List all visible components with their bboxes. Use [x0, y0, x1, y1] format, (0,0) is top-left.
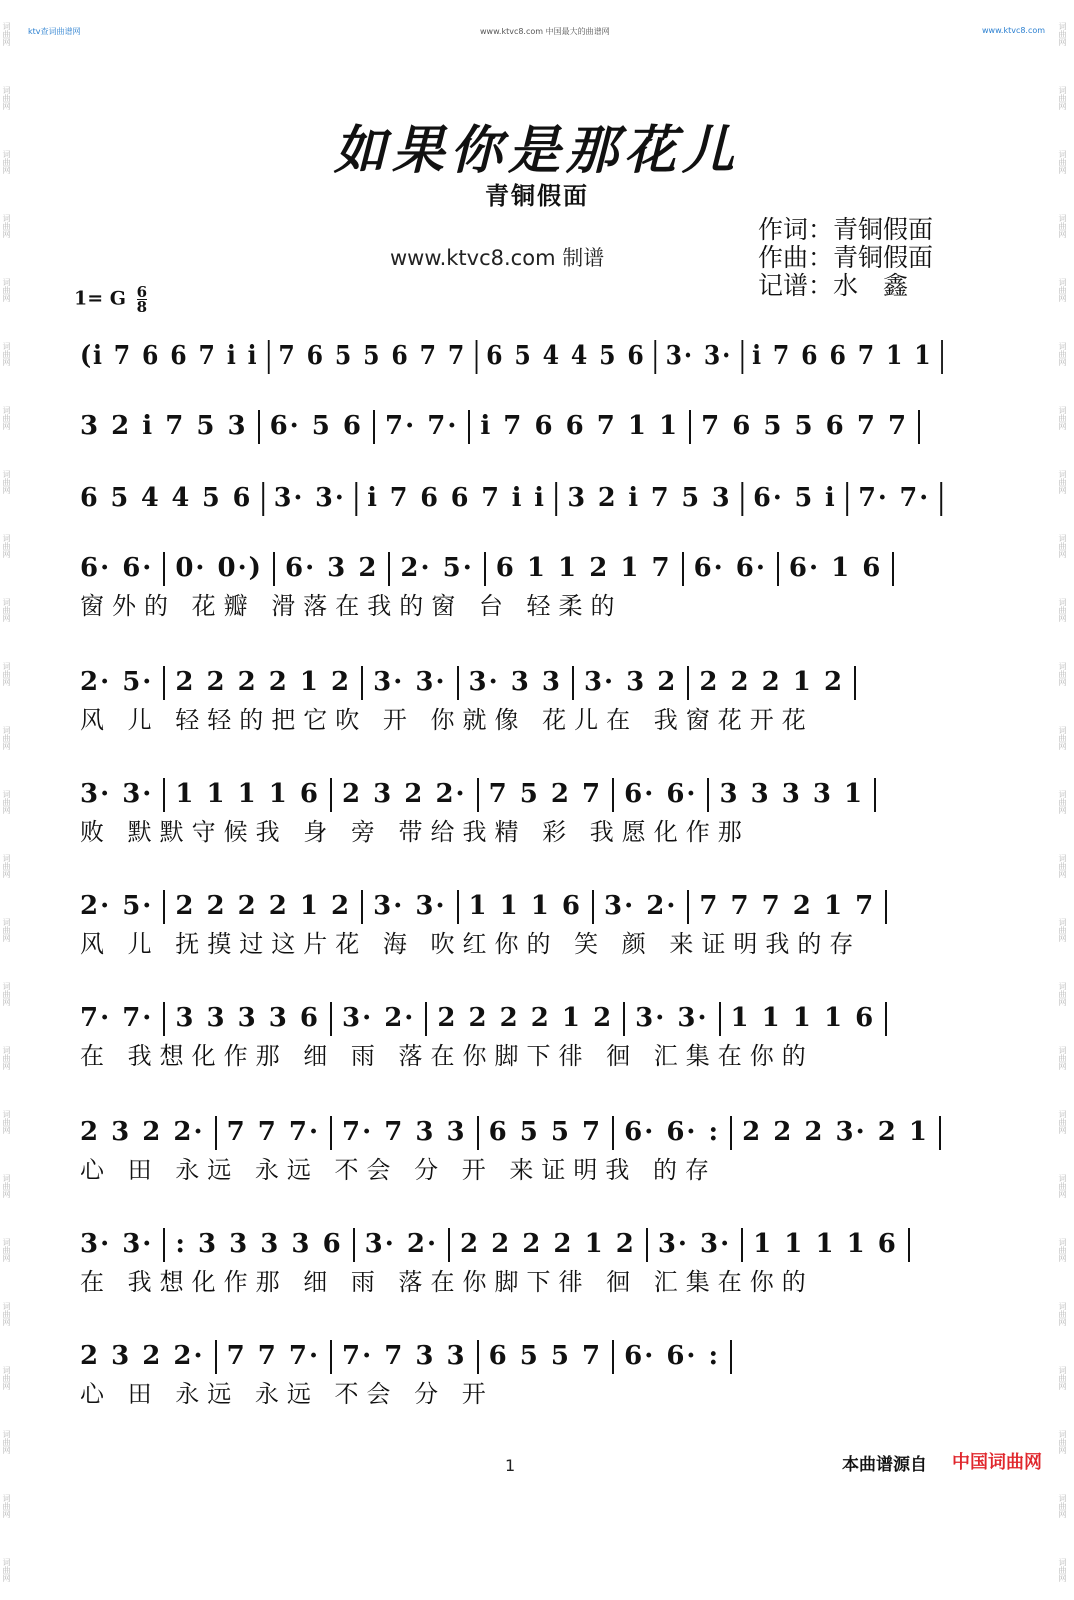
barline	[163, 890, 165, 924]
barline	[163, 1002, 165, 1036]
barline	[163, 1228, 165, 1262]
barline	[682, 552, 684, 586]
song-title: 如果你是那花儿	[333, 120, 740, 181]
barline	[477, 1116, 479, 1150]
measure: 7· 7·	[80, 1003, 154, 1033]
measure: 3 3 3 3 6	[175, 1003, 321, 1033]
watermark-glyphs: 词曲网	[2, 1366, 11, 1390]
barline	[730, 1340, 732, 1374]
barline	[689, 410, 691, 444]
page-number: 1	[505, 1456, 516, 1475]
measure: 3· 2·	[604, 891, 678, 921]
measure: 7· 7·	[385, 411, 459, 441]
measure: 1 1 1 1 6	[175, 779, 321, 809]
barline	[885, 1002, 887, 1036]
watermark-glyphs: 词曲网	[2, 1110, 11, 1134]
source-site-link[interactable]: 中国词曲网	[952, 1452, 1042, 1473]
barline	[330, 1002, 332, 1036]
barline	[646, 1228, 648, 1262]
measure: 7 5 2 7	[488, 779, 603, 809]
score-system	[80, 1224, 952, 1300]
barline	[612, 1116, 614, 1150]
watermark-glyphs: 词曲网	[1058, 150, 1067, 174]
watermark-glyphs: 词曲网	[2, 790, 11, 814]
barline	[655, 340, 657, 374]
measure: 2 2 2 2 1 2	[175, 667, 352, 697]
measure: i 7 6 6 7 1 1	[480, 411, 680, 441]
barline	[854, 666, 856, 700]
barline	[163, 666, 165, 700]
watermark-glyphs: 词曲网	[2, 86, 11, 110]
watermark-glyphs: 词曲网	[2, 598, 11, 622]
measure: 7 6 5 5 6 7 7	[278, 341, 467, 371]
barline	[468, 410, 470, 444]
barline	[846, 482, 848, 516]
watermark-glyphs: 词曲网	[2, 214, 11, 238]
notation-line	[80, 774, 952, 814]
lyrics-line: 在 我想化作那 细 雨 落在你脚下徘 徊 汇集在你的	[80, 1042, 814, 1070]
header-right-watermark: www.ktvc8.com	[982, 26, 1046, 35]
score-system	[80, 478, 952, 518]
lyrics-line: 窗外的 花瓣 滑落在我的窗 台 轻柔的	[80, 592, 623, 620]
score-system	[80, 662, 952, 738]
notation-line	[80, 478, 934, 518]
watermark-glyphs: 词曲网	[1058, 662, 1067, 686]
score-system	[80, 774, 952, 850]
notation-line	[80, 662, 952, 702]
measure: 2 2 2 2 1 2	[437, 1003, 614, 1033]
watermark-glyphs: 词曲网	[2, 470, 11, 494]
watermark-glyphs: 词曲网	[1058, 598, 1067, 622]
barline	[741, 482, 743, 516]
watermark-glyphs: 词曲网	[2, 1430, 11, 1454]
measure: 7 6 5 5 6 7 7	[701, 411, 909, 441]
barline	[942, 340, 944, 374]
notation-line	[80, 1336, 952, 1376]
watermark-glyphs: 词曲网	[1058, 278, 1067, 302]
lyrics-line: 心 田 永远 永远 不会 分 开 来证明我 的存	[80, 1156, 718, 1184]
measure: 6 1 1 2 1 7	[495, 553, 672, 583]
watermark-glyphs: 词曲网	[1058, 1302, 1067, 1326]
barline	[687, 666, 689, 700]
watermark-glyphs: 词曲网	[2, 1302, 11, 1326]
measure: 7 7 7·	[226, 1117, 321, 1147]
watermark-glyphs: 词曲网	[1058, 342, 1067, 366]
barline	[741, 1228, 743, 1262]
measure: 6· 3 2	[284, 553, 379, 583]
measure: 6 5 5 7	[488, 1117, 603, 1147]
barline	[612, 778, 614, 812]
barline	[939, 1116, 941, 1150]
barline	[477, 1340, 479, 1374]
composer-credit: 作曲：青铜假面	[758, 243, 934, 272]
barline	[457, 666, 459, 700]
watermark-glyphs: 词曲网	[1058, 982, 1067, 1006]
measure: 2 2 2 3· 2 1	[742, 1117, 929, 1147]
measure: 6· 6·	[80, 553, 154, 583]
notation-line	[80, 998, 952, 1038]
measure: 2· 5·	[400, 553, 474, 583]
barline	[273, 552, 275, 586]
time-signature	[137, 285, 147, 314]
watermark-glyphs: 词曲网	[2, 854, 11, 878]
barline	[885, 890, 887, 924]
measure: 3· 3·	[80, 779, 154, 809]
measure: 2 2 2 2 1 2	[460, 1229, 636, 1259]
barline	[258, 410, 260, 444]
transcriber-credit: 记谱：水 鑫	[758, 271, 909, 300]
barline	[361, 666, 363, 700]
barline	[572, 666, 574, 700]
measure: 7· 7 3 3	[342, 1117, 467, 1147]
lyrics-line: 风 儿 轻轻的把它吹 开 你就像 花儿在 我窗花开花	[80, 706, 814, 734]
score-system	[80, 406, 952, 446]
watermark-glyphs: 词曲网	[2, 662, 11, 686]
barline	[592, 890, 594, 924]
lyrics-line: 心 田 永远 永远 不会 分 开	[80, 1380, 494, 1408]
measure: 3· 3·	[665, 341, 733, 371]
barline	[612, 1340, 614, 1374]
watermark-glyphs: 词曲网	[2, 22, 11, 46]
watermark-glyphs: 词曲网	[2, 342, 11, 366]
barline	[457, 890, 459, 924]
measure: 3· 3·	[635, 1003, 709, 1033]
barline	[892, 552, 894, 586]
notation-line	[80, 1224, 952, 1264]
measure: 7 7 7 2 1 7	[699, 891, 876, 921]
measure: 1 1 1 1 6	[730, 1003, 876, 1033]
notation-line	[80, 336, 933, 376]
watermark-glyphs: 词曲网	[1058, 1494, 1067, 1518]
measure: 6· 5 i	[753, 483, 837, 513]
watermark-right-column	[1056, 0, 1074, 1582]
lyrics-line: 在 我想化作那 细 雨 落在你脚下徘 徊 汇集在你的	[80, 1268, 814, 1296]
notation-line	[80, 406, 952, 446]
barline	[330, 778, 332, 812]
watermark-glyphs: 词曲网	[1058, 1046, 1067, 1070]
header-center-watermark: www.ktvc8.com 中国最大的曲谱网	[480, 27, 610, 36]
watermark-glyphs: 词曲网	[1058, 1366, 1067, 1390]
watermark-glyphs: 词曲网	[1058, 1238, 1067, 1262]
barline	[556, 482, 558, 516]
watermark-glyphs: 词曲网	[2, 1558, 11, 1582]
watermark-glyphs: 词曲网	[1058, 1430, 1067, 1454]
measure: 3· 3·	[273, 483, 346, 513]
time-denominator: 8	[136, 298, 148, 316]
watermark-glyphs: 词曲网	[2, 1238, 11, 1262]
header-left-watermark: ktv查词曲谱网	[28, 27, 81, 36]
barline	[730, 1116, 732, 1150]
watermark-glyphs: 词曲网	[2, 726, 11, 750]
time-numerator: 6	[136, 283, 148, 301]
barline	[330, 1116, 332, 1150]
barline	[719, 1002, 721, 1036]
measure: i 7 6 6 7 i i	[367, 483, 546, 513]
measure: 3· 3 2	[583, 667, 678, 697]
barline	[477, 778, 479, 812]
measure: 6· 6· :	[624, 1117, 721, 1147]
barline	[388, 552, 390, 586]
barline	[687, 890, 689, 924]
measure: 6· 6· :	[624, 1341, 721, 1371]
barline	[163, 778, 165, 812]
notation-line	[80, 548, 952, 588]
measure: 3· 3·	[373, 667, 447, 697]
barline	[623, 1002, 625, 1036]
measure: 6 5 5 7	[488, 1341, 603, 1371]
key-signature	[74, 285, 147, 314]
watermark-glyphs: 词曲网	[1058, 214, 1067, 238]
measure: 7· 7 3 3	[342, 1341, 467, 1371]
measure: 6 5 4 4 5 6	[486, 341, 646, 371]
watermark-glyphs: 词曲网	[1058, 406, 1067, 430]
site-credit: www.ktvc8.com 制谱	[390, 246, 605, 270]
measure: 3· 3·	[373, 891, 447, 921]
measure: 7· 7·	[858, 483, 931, 513]
barline	[361, 890, 363, 924]
watermark-glyphs: 词曲网	[2, 278, 11, 302]
measure: 3 3 3 3 1	[719, 779, 865, 809]
watermark-glyphs: 词曲网	[1058, 726, 1067, 750]
barline	[355, 482, 357, 516]
measure: 0· 0·)	[175, 553, 263, 583]
measure: 3· 3 3	[468, 667, 562, 697]
watermark-glyphs: 词曲网	[2, 150, 11, 174]
watermark-glyphs: 词曲网	[2, 406, 11, 430]
watermark-glyphs: 词曲网	[2, 918, 11, 942]
score-system	[80, 998, 952, 1074]
watermark-glyphs: 词曲网	[1058, 918, 1067, 942]
notation-line	[80, 886, 952, 926]
barline	[262, 482, 264, 516]
barline	[484, 552, 486, 586]
watermark-glyphs: 词曲网	[2, 982, 11, 1006]
measure: 2· 5·	[80, 667, 154, 697]
watermark-glyphs: 词曲网	[1058, 1558, 1067, 1582]
measure: 2 2 2 1 2	[699, 667, 845, 697]
measure: 6· 6·	[624, 779, 698, 809]
watermark-glyphs: 词曲网	[1058, 22, 1067, 46]
barline	[330, 1340, 332, 1374]
watermark-glyphs: 词曲网	[2, 1494, 11, 1518]
barline	[940, 482, 942, 516]
barline	[448, 1228, 450, 1262]
measure: i 7 6 6 7 1 1	[752, 341, 933, 371]
measure: 6· 6·	[693, 553, 767, 583]
score-system	[80, 548, 952, 624]
measure: 3· 2·	[364, 1229, 438, 1259]
barline	[373, 410, 375, 444]
notation-line	[80, 1112, 952, 1152]
lyrics-line: 风 儿 抚摸过这片花 海 吹红你的 笑 颜 来证明我的存	[80, 930, 862, 958]
barline	[353, 1228, 355, 1262]
barline	[215, 1340, 217, 1374]
measure: 7 7 7·	[226, 1341, 321, 1371]
measure: 2 2 2 2 1 2	[175, 891, 352, 921]
key-label: 1= G	[74, 287, 126, 310]
watermark-glyphs: 词曲网	[1058, 86, 1067, 110]
watermark-glyphs: 词曲网	[1058, 1110, 1067, 1134]
score-system	[80, 886, 952, 962]
barline	[425, 1002, 427, 1036]
watermark-glyphs: 词曲网	[1058, 854, 1067, 878]
measure: : 3 3 3 3 6	[175, 1229, 343, 1259]
lyrics-line: 败 默默守候我 身 旁 带给我精 彩 我愿化作那	[80, 818, 750, 846]
watermark-glyphs: 词曲网	[1058, 534, 1067, 558]
measure: 1 1 1 1 6	[753, 1229, 898, 1259]
barline	[215, 1116, 217, 1150]
source-label: 本曲谱源自	[842, 1455, 927, 1475]
watermark-glyphs: 词曲网	[2, 1046, 11, 1070]
watermark-glyphs: 词曲网	[2, 1174, 11, 1198]
barline	[908, 1228, 910, 1262]
score-system	[80, 1112, 952, 1188]
watermark-glyphs: 词曲网	[1058, 470, 1067, 494]
watermark-glyphs: 词曲网	[1058, 1174, 1067, 1198]
measure: 1 1 1 6	[468, 891, 583, 921]
measure: 3· 3·	[657, 1229, 732, 1259]
measure: 6· 5 6	[269, 411, 364, 441]
measure: 2· 5·	[80, 891, 154, 921]
song-artist: 青铜假面	[485, 181, 589, 210]
barline	[267, 340, 269, 374]
measure: 3· 2·	[342, 1003, 416, 1033]
measure: (i 7 6 6 7 i i	[80, 341, 259, 371]
barline	[741, 340, 743, 374]
measure: 3 2 i 7 5 3	[567, 483, 732, 513]
watermark-glyphs: 词曲网	[1058, 790, 1067, 814]
measure: 6 5 4 4 5 6	[80, 483, 253, 513]
barline	[475, 340, 477, 374]
measure: 2 3 2 2·	[80, 1117, 205, 1147]
lyricist-credit: 作词：青铜假面	[758, 215, 934, 244]
measure: 2 3 2 2·	[342, 779, 467, 809]
barline	[777, 552, 779, 586]
score-system	[80, 1336, 952, 1412]
barline	[874, 778, 876, 812]
barline	[707, 778, 709, 812]
measure: 3· 3·	[80, 1229, 154, 1259]
barline	[163, 552, 165, 586]
measure: 3 2 i 7 5 3	[80, 411, 248, 441]
score-system	[80, 336, 952, 376]
measure: 6· 1 6	[788, 553, 883, 583]
watermark-left-column	[0, 0, 18, 1582]
measure: 2 3 2 2·	[80, 1341, 205, 1371]
watermark-glyphs: 词曲网	[2, 534, 11, 558]
barline	[918, 410, 920, 444]
